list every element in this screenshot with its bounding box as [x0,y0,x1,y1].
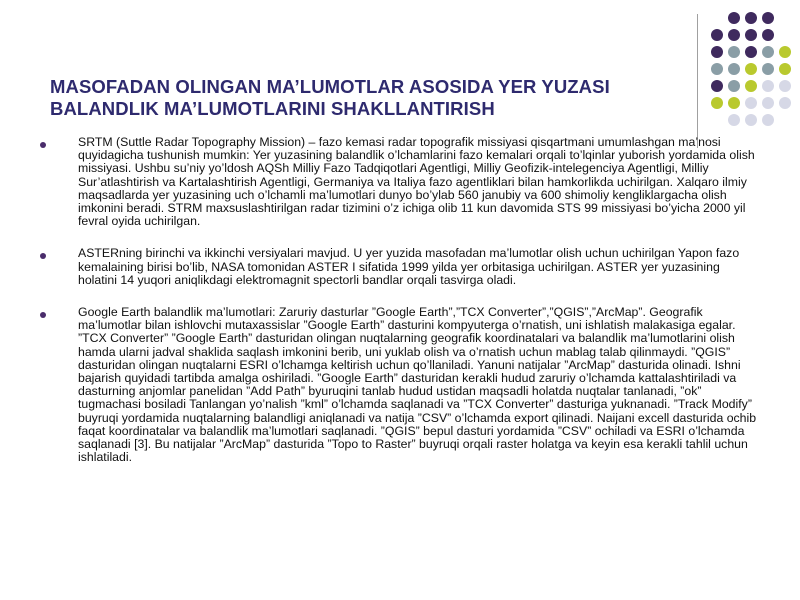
decorative-dot [728,29,740,41]
decorative-dot [762,29,774,41]
decorative-dot [745,80,757,92]
slide-title-line-2: BALANDLIK MA’LUMOTLARINI SHAKLLANTIRISH [50,98,495,119]
decorative-dot [711,29,723,41]
decorative-dot [745,12,757,24]
decorative-dot [745,63,757,75]
decorative-dot [745,97,757,109]
decorative-dot [728,114,740,126]
slide-title [50,76,670,120]
decorative-dot [711,97,723,109]
title-divider-line [697,14,698,148]
bullet-marker [40,142,46,148]
bullet-text-srtm: SRTM (Suttle Radar Topography Mission) – fazo kemasi radar topografik missiyasi qisqartmani umumlashgan ma’nosi quyidagicha tushunish mumkin: Yer yuzasining balandlik o’lchamlarini fazo kemalari orqali to’lqinlar yuborish yordamida olish missiyasi. Ushbu su’niy yo’ldosh AQSh Milliy Fazo Tadqiqotlari Agentligi, Milliy Geofizik-intelegenciya Agentligi, Milliy Sur’atlashtirish va Kartalashtirish Agentligi, Germaniya va Italiya fazo agentliklari bilan hamkorlikda uchirilgan. Xalqaro ilmiy maqsadlarda yer yuzasining uch o’lchamli ma’lumotlari dunyo bo’ylab 560 janubiy va 600 shimoliy kengliklargacha olish imkonini beradi. STRM maxsuslashtirilgan radar tizimini o’z ichiga olib 11 kun davomida STS 99 missiyasi bo’yicha 2000 yil fevral oyida uchirilgan. [78,135,755,229]
decorative-dot [762,114,774,126]
bullet-list [30,136,760,483]
decorative-dot [728,12,740,24]
bullet-item-aster [30,247,760,287]
decorative-dot-grid [700,0,800,130]
decorative-dot [711,46,723,58]
decorative-dot [779,97,791,109]
decorative-dot [762,12,774,24]
decorative-dot [745,46,757,58]
decorative-dot [745,114,757,126]
decorative-dot [779,46,791,58]
decorative-dot [711,80,723,92]
decorative-dot [745,29,757,41]
slide-title-line-1: MASOFADAN OLINGAN MA’LUMOTLAR ASOSIDA YER YUZASI [50,76,610,97]
decorative-dot [762,97,774,109]
decorative-dot [711,63,723,75]
decorative-dot [728,80,740,92]
decorative-dot [779,80,791,92]
decorative-dot [728,97,740,109]
decorative-dot [728,46,740,58]
bullet-text-google-earth: Google Earth balandlik ma’lumotlari: Zaruriy dasturlar ”Google Earth”,”TCX Converter”,”QGIS”,”ArcMap”. Geografik ma’lumotlar bilan ishlovchi mutaxassislar ”Google Earth” dasturini kompyuterga o’rnatish, uni ishlatish malakasiga egalar. ”TCX Converter” ”Google Earth” dasturidan olingan nuqtalarning geografik koordinatalari va balandlik ma’lumotlarini olish hamda ularni jadval shaklida saqlash imkonini berib, uni yuklab olish va o’rnatish uchun mablag talab qilinmaydi. ”QGIS” dasturidan olingan nuqtalarni ESRI o’lchamga keltirish uchun qo’llaniladi. Yanuni natijalar ”ArcMap” dasturida olinadi. Ishni bajarish quyidadi tartibda amalga oshiriladi. ”Google Earth” dasturidan kerakli hudud zaruriy o’lchamda kattalashtiriladi va dasturning anjomlar panelidan ”Add Path” byuruqini tanlab hudud ustidan maqsadli holatda nuqtalar tanlanadi, ”ok” tugmachasi bosiladi Tanlangan yo’nalish ”kml” o’lchamda saqlanadi va ”TCX Converter” dasturiga yuknanadi. ”Track Modify” buyruqi yordamida nuqtalarning balandligi aniqlanadi va natija ”CSV” o’lchamda export qilinadi. Naijani excell dasturida ochib faqat koordinatalar va balandlik ma’lumotlari saqlanadi. ”QGIS” bepul dasturi yordamida ”CSV” ochiladi va ESRI o’lchamda saqlanadi [3]. Bu natijalar ”ArcMap” dasturida ”Topo to Raster” buyruqi orqali raster holatga va keyin esa kerakli tahlil uchun ishlatiladi. [78,305,757,465]
decorative-dot [779,63,791,75]
bullet-item-google-earth [30,306,760,464]
decorative-dot [762,46,774,58]
bullet-marker [40,312,46,318]
bullet-text-aster: ASTERning birinchi va ikkinchi versiyalari mavjud. U yer yuzida masofadan ma’lumotlar olish uchun uchirilgan Yapon fazo kemalaining birisi bo’lib, NASA tomonidan ASTER I sifatida 1999 yilda yer orbitasiga uchirilgan. ASTER yer yuzasining holatini 14 yuqori aniqlikdagi elektromagnit spectorli bandlar orqali tasvirga oladi. [78,246,740,287]
bullet-marker [40,253,46,259]
decorative-dot [762,80,774,92]
decorative-dot [728,63,740,75]
bullet-item-srtm [30,136,760,228]
decorative-dot [762,63,774,75]
